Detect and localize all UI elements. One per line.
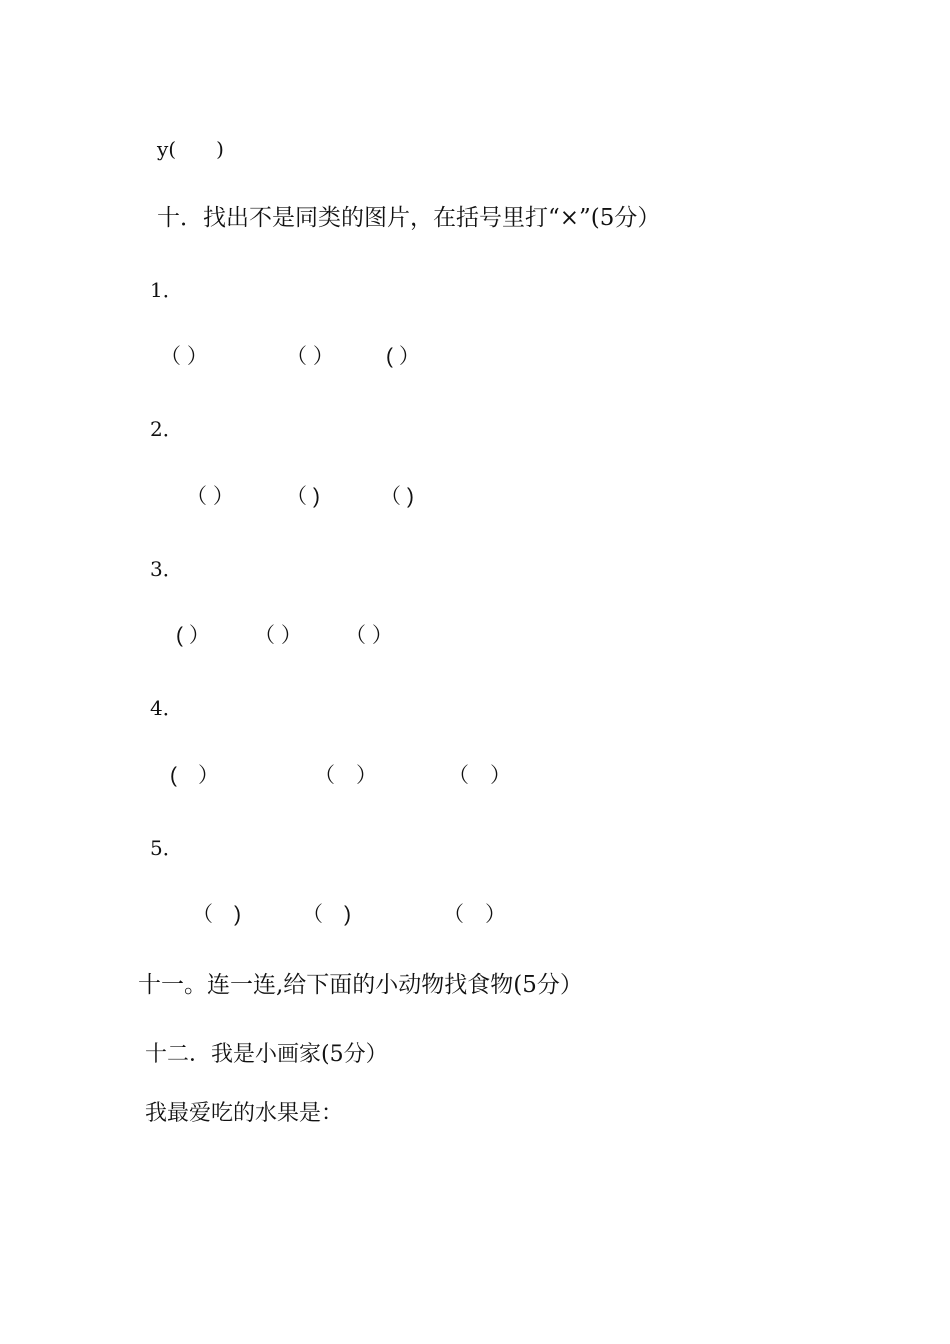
section-12-prompt: 我最爱吃的水果是：	[145, 1101, 344, 1126]
question-1-number: 1．	[150, 278, 183, 302]
answer-blank[interactable]: （ )	[192, 903, 241, 926]
answer-blank[interactable]: （ ）	[314, 764, 377, 787]
answer-blank[interactable]: （ ）	[254, 624, 302, 647]
answer-blank[interactable]: ( ）	[176, 624, 210, 647]
question-3-number: 3．	[150, 557, 183, 581]
answer-blank[interactable]: （ ）	[345, 624, 393, 647]
question-2-number: 2．	[150, 417, 183, 441]
answer-blank[interactable]: （ ）	[186, 485, 234, 508]
answer-blank[interactable]: （ )	[302, 903, 351, 926]
section-11-title: 十一。连一连,给下面的小动物找食物(5分）	[138, 972, 583, 998]
answer-blank[interactable]: （ )	[286, 485, 320, 508]
section-10-title: 十．找出不是同类的图片，在括号里打“×”(5分）	[157, 205, 661, 231]
answer-blank[interactable]: （ ）	[160, 345, 208, 368]
answer-blank[interactable]: （ ）	[448, 764, 511, 787]
answer-blank[interactable]: ( ）	[170, 764, 219, 787]
answer-blank[interactable]: （ )	[380, 485, 414, 508]
section-12-title: 十二．我是小画家(5分）	[145, 1042, 388, 1067]
question-5-number: 5．	[150, 836, 183, 860]
answer-blank[interactable]: ( ）	[386, 345, 420, 368]
previous-item-answer: y( )	[157, 137, 224, 161]
question-4-number: 4．	[150, 696, 183, 720]
answer-blank[interactable]: （ ）	[286, 345, 334, 368]
answer-blank[interactable]: （ ）	[443, 903, 506, 926]
